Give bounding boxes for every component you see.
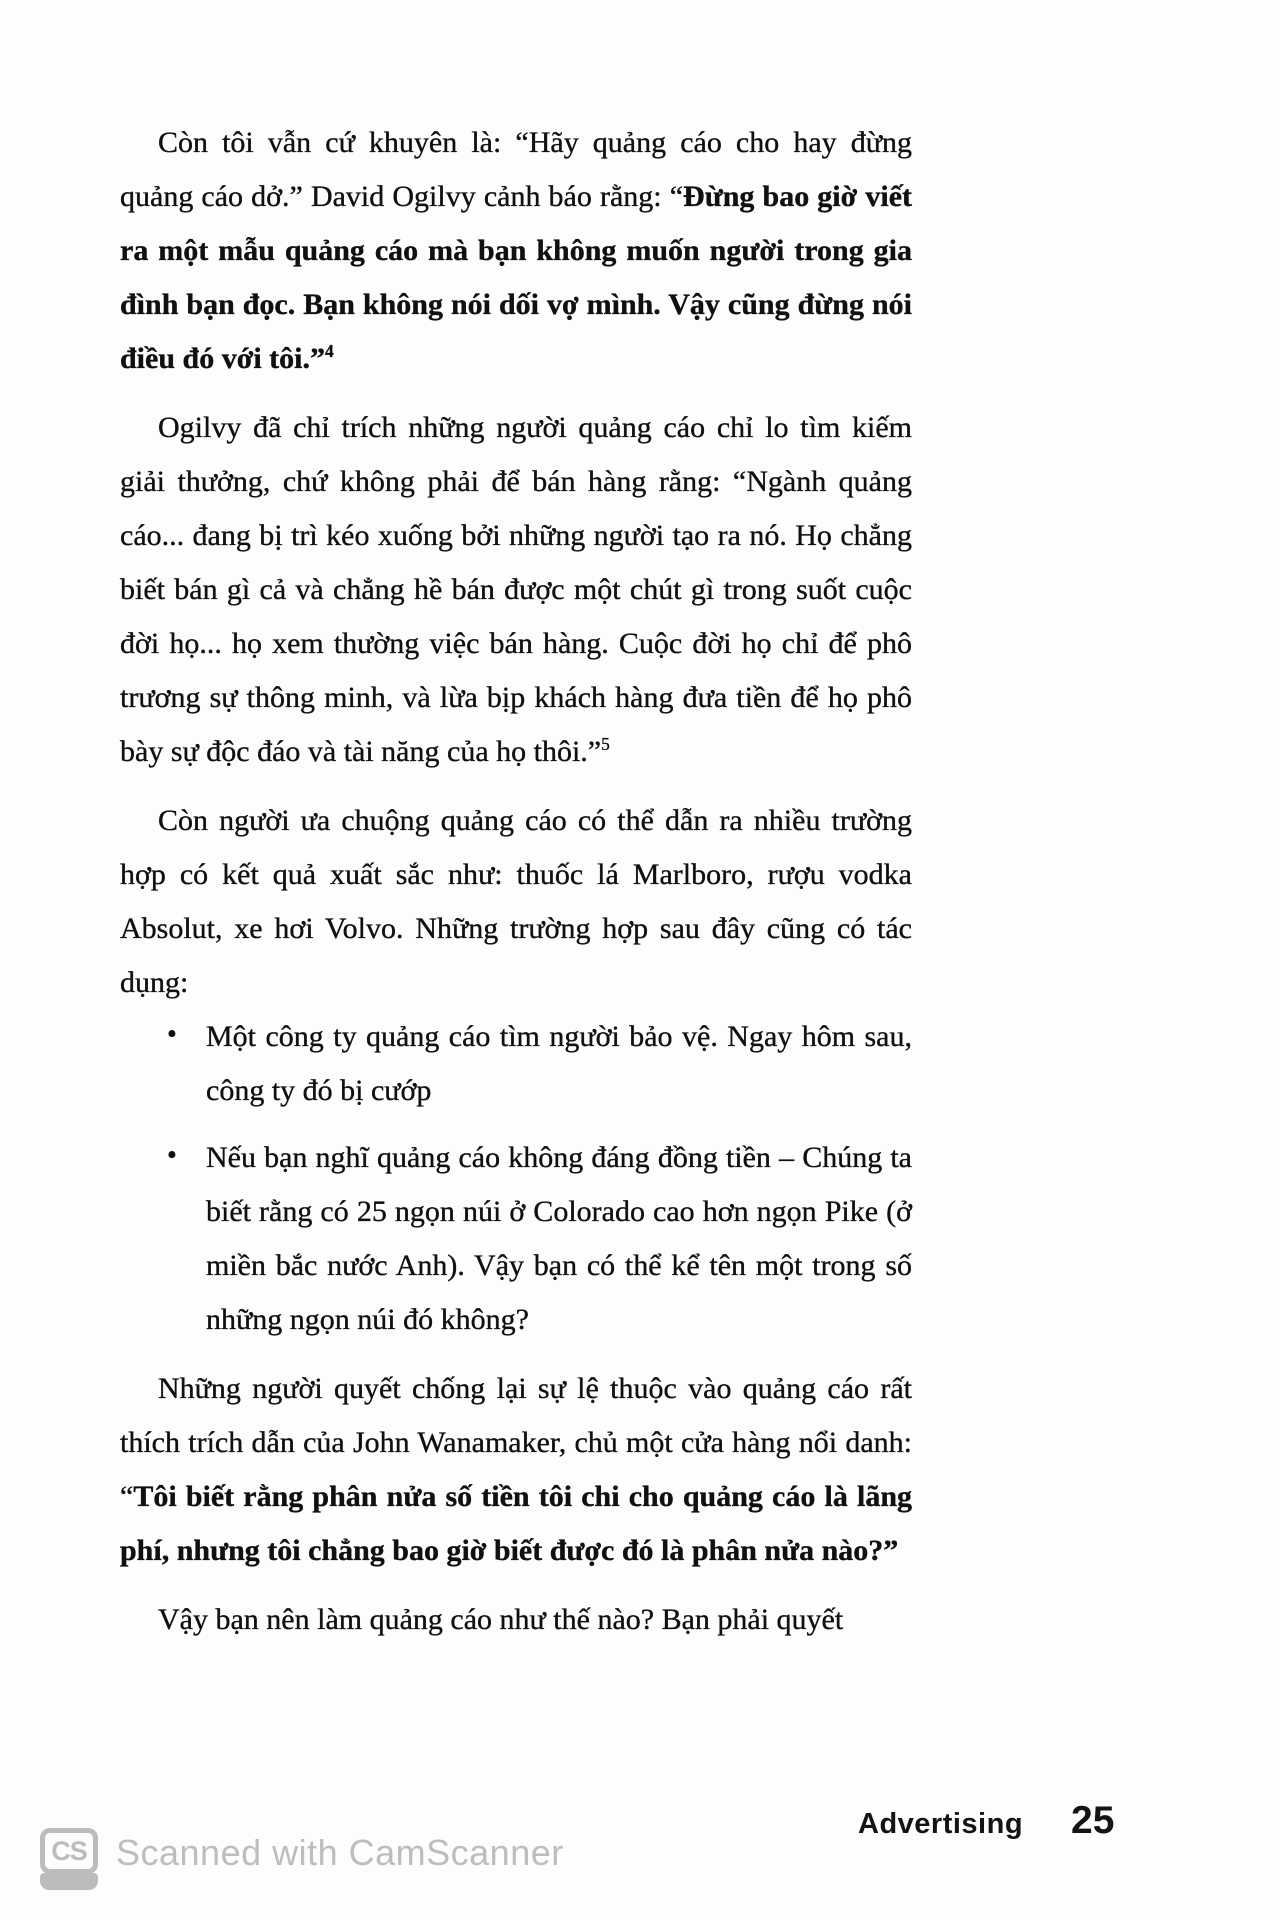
text-segment: Ogilvy đã chỉ trích những người quảng cáo chỉ lo tìm kiếm giải thưởng, chứ không phải để bán hàng rằng: “Ngành quảng cáo... đang bị trì kéo xuống bởi những người tạo ra nó. Họ chẳng biết bán gì cả và chẳng hề bán được một chút gì trong suốt cuộc đời họ... họ xem thường việc bán hàng. Cuộc đời họ chỉ để phô trương sự thông minh, và lừa bịp khách hàng đưa tiền để họ phô bày sự độc đáo và tài năng của họ thôi.” [120, 411, 912, 768]
text-segment: Còn tôi vẫn cứ khuyên là: “Hãy quảng cáo cho hay đừng quảng cáo dở.” David Ogilvy cảnh báo rằng: “ [120, 126, 912, 213]
page-content [120, 116, 912, 1647]
text-segment: Còn người ưa chuộng quảng cáo có thể dẫn ra nhiều trường hợp có kết quả xuất sắc như: thuốc lá Marlboro, rượu vodka Absolut, xe hơi Volvo. Những trường hợp sau đây cũng có tác dụng: [120, 804, 912, 999]
paragraph [120, 116, 912, 386]
text-segment: Một công ty quảng cáo tìm người bảo vệ. Ngay hôm sau, công ty đó bị cướp [206, 1020, 912, 1107]
text-segment: Nếu bạn nghĩ quảng cáo không đáng đồng tiền – Chúng ta biết rằng có 25 ngọn núi ở Colorado cao hơn ngọn Pike (ở miền bắc nước Anh). Vậy bạn có thể kể tên một trong số những ngọn núi đó không? [206, 1141, 912, 1336]
paragraph [120, 794, 912, 1010]
bullet-marker-icon: • [167, 1140, 177, 1171]
bullet-list-item [120, 1131, 912, 1347]
paragraph [120, 1593, 912, 1647]
bullet-marker-icon: • [167, 1019, 177, 1050]
paragraph [120, 1362, 912, 1578]
text-segment: Những người quyết chống lại sự lệ thuộc vào quảng cáo rất thích trích dẫn của John Wanamaker, chủ một cửa hàng nổi danh: “ [120, 1372, 912, 1513]
paragraph [120, 401, 912, 779]
footnote-reference: 4 [324, 341, 334, 361]
camscanner-logo-base [40, 1873, 98, 1890]
bold-text-segment: Tôi biết rằng phân nửa số tiền tôi chi cho quảng cáo là lãng phí, nhưng tôi chẳng bao giờ biết được đó là phân nửa nào?” [120, 1480, 912, 1567]
bold-text-segment: Đừng bao giờ viết ra một mẫu quảng cáo mà bạn không muốn người trong gia đình bạn đọc. Bạn không nói dối vợ mình. Vậy cũng đừng nói điều đó với tôi.” [120, 180, 912, 375]
camscanner-logo-text: CS [40, 1828, 98, 1874]
footer-section-label: Advertising [858, 1808, 1024, 1840]
camscanner-watermark [40, 1828, 564, 1892]
footer-page-number: 25 [1071, 1799, 1115, 1842]
bullet-list [120, 1010, 912, 1347]
camscanner-logo-icon [40, 1828, 98, 1892]
page-footer [858, 1799, 1114, 1843]
watermark-label: Scanned with CamScanner [116, 1832, 564, 1873]
footnote-reference: 5 [601, 734, 610, 754]
text-segment: Vậy bạn nên làm quảng cáo như thế nào? Bạn phải quyết [158, 1603, 844, 1636]
bullet-list-item [120, 1010, 912, 1118]
